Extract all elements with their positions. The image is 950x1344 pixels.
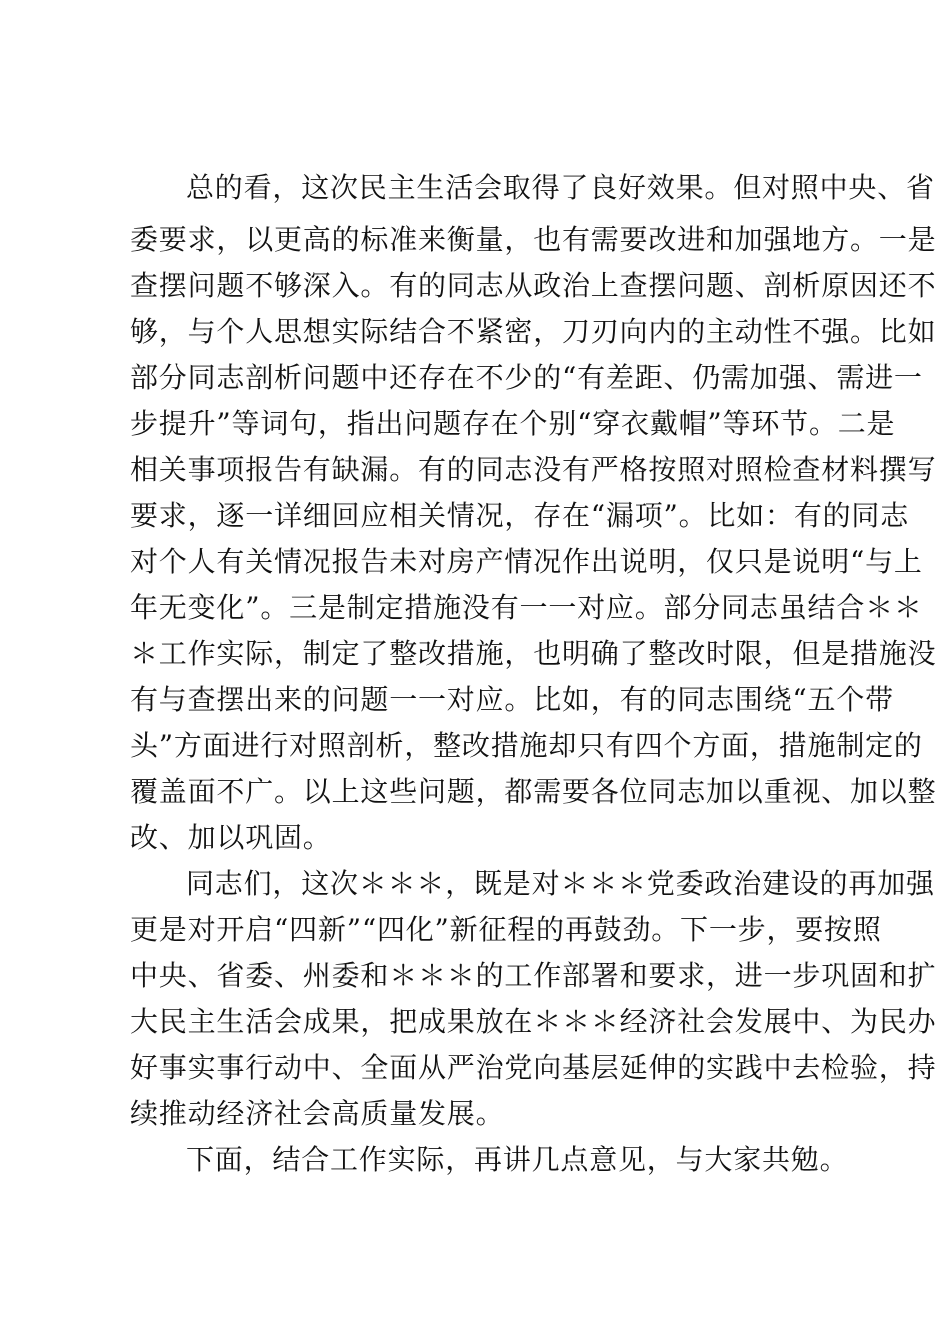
text-line: 中央、省委、州委和＊＊＊的工作部署和要求，进一步巩固和扩	[130, 959, 937, 992]
text-line: 相关事项报告有缺漏。有的同志没有严格按照对照检查材料撰写	[130, 453, 937, 486]
text-line: 对个人有关情况报告未对房产情况作出说明，仅只是说明“与上	[130, 545, 923, 578]
text-line: 大民主生活会成果，把成果放在＊＊＊经济社会发展中、为民办	[130, 1005, 937, 1038]
text-line: 更是对开启“四新”“四化”新征程的再鼓劲。下一步，要按照	[130, 913, 882, 946]
text-line: 改、加以巩固。	[130, 821, 332, 854]
text-line: 步提升”等词句，指出问题存在个别“穿衣戴帽”等环节。二是	[130, 407, 896, 440]
text-line: 头”方面进行对照剖析，整改措施却只有四个方面，措施制定的	[130, 729, 923, 762]
text-line: ＊工作实际，制定了整改措施，也明确了整改时限，但是措施没	[130, 637, 937, 670]
text-line: 覆盖面不广。以上这些问题，都需要各位同志加以重视、加以整	[130, 775, 937, 808]
text-line: 有与查摆出来的问题一一对应。比如，有的同志围绕“五个带	[130, 683, 894, 716]
text-line: 好事实事行动中、全面从严治党向基层延伸的实践中去检验，持	[130, 1051, 937, 1084]
text-line: 总的看，这次民主生活会取得了良好效果。但对照中央、省	[186, 171, 935, 204]
text-line: 委要求，以更高的标准来衡量，也有需要改进和加强地方。一是	[130, 223, 937, 256]
text-line: 够，与个人思想实际结合不紧密，刀刃向内的主动性不强。比如	[130, 315, 937, 348]
text-line: 同志们，这次＊＊＊，既是对＊＊＊党委政治建设的再加强	[186, 867, 935, 900]
text-line: 年无变化”。三是制定措施没有一一对应。部分同志虽结合＊＊	[130, 591, 923, 624]
text-line: 下面，结合工作实际，再讲几点意见，与大家共勉。	[186, 1143, 849, 1176]
text-line: 查摆问题不够深入。有的同志从政治上查摆问题、剖析原因还不	[130, 269, 937, 302]
text-line: 部分同志剖析问题中还存在不少的“有差距、仍需加强、需进一	[130, 361, 923, 394]
text-line: 续推动经济社会高质量发展。	[130, 1097, 505, 1130]
text-line: 要求，逐一详细回应相关情况，存在“漏项”。比如：有的同志	[130, 499, 910, 532]
